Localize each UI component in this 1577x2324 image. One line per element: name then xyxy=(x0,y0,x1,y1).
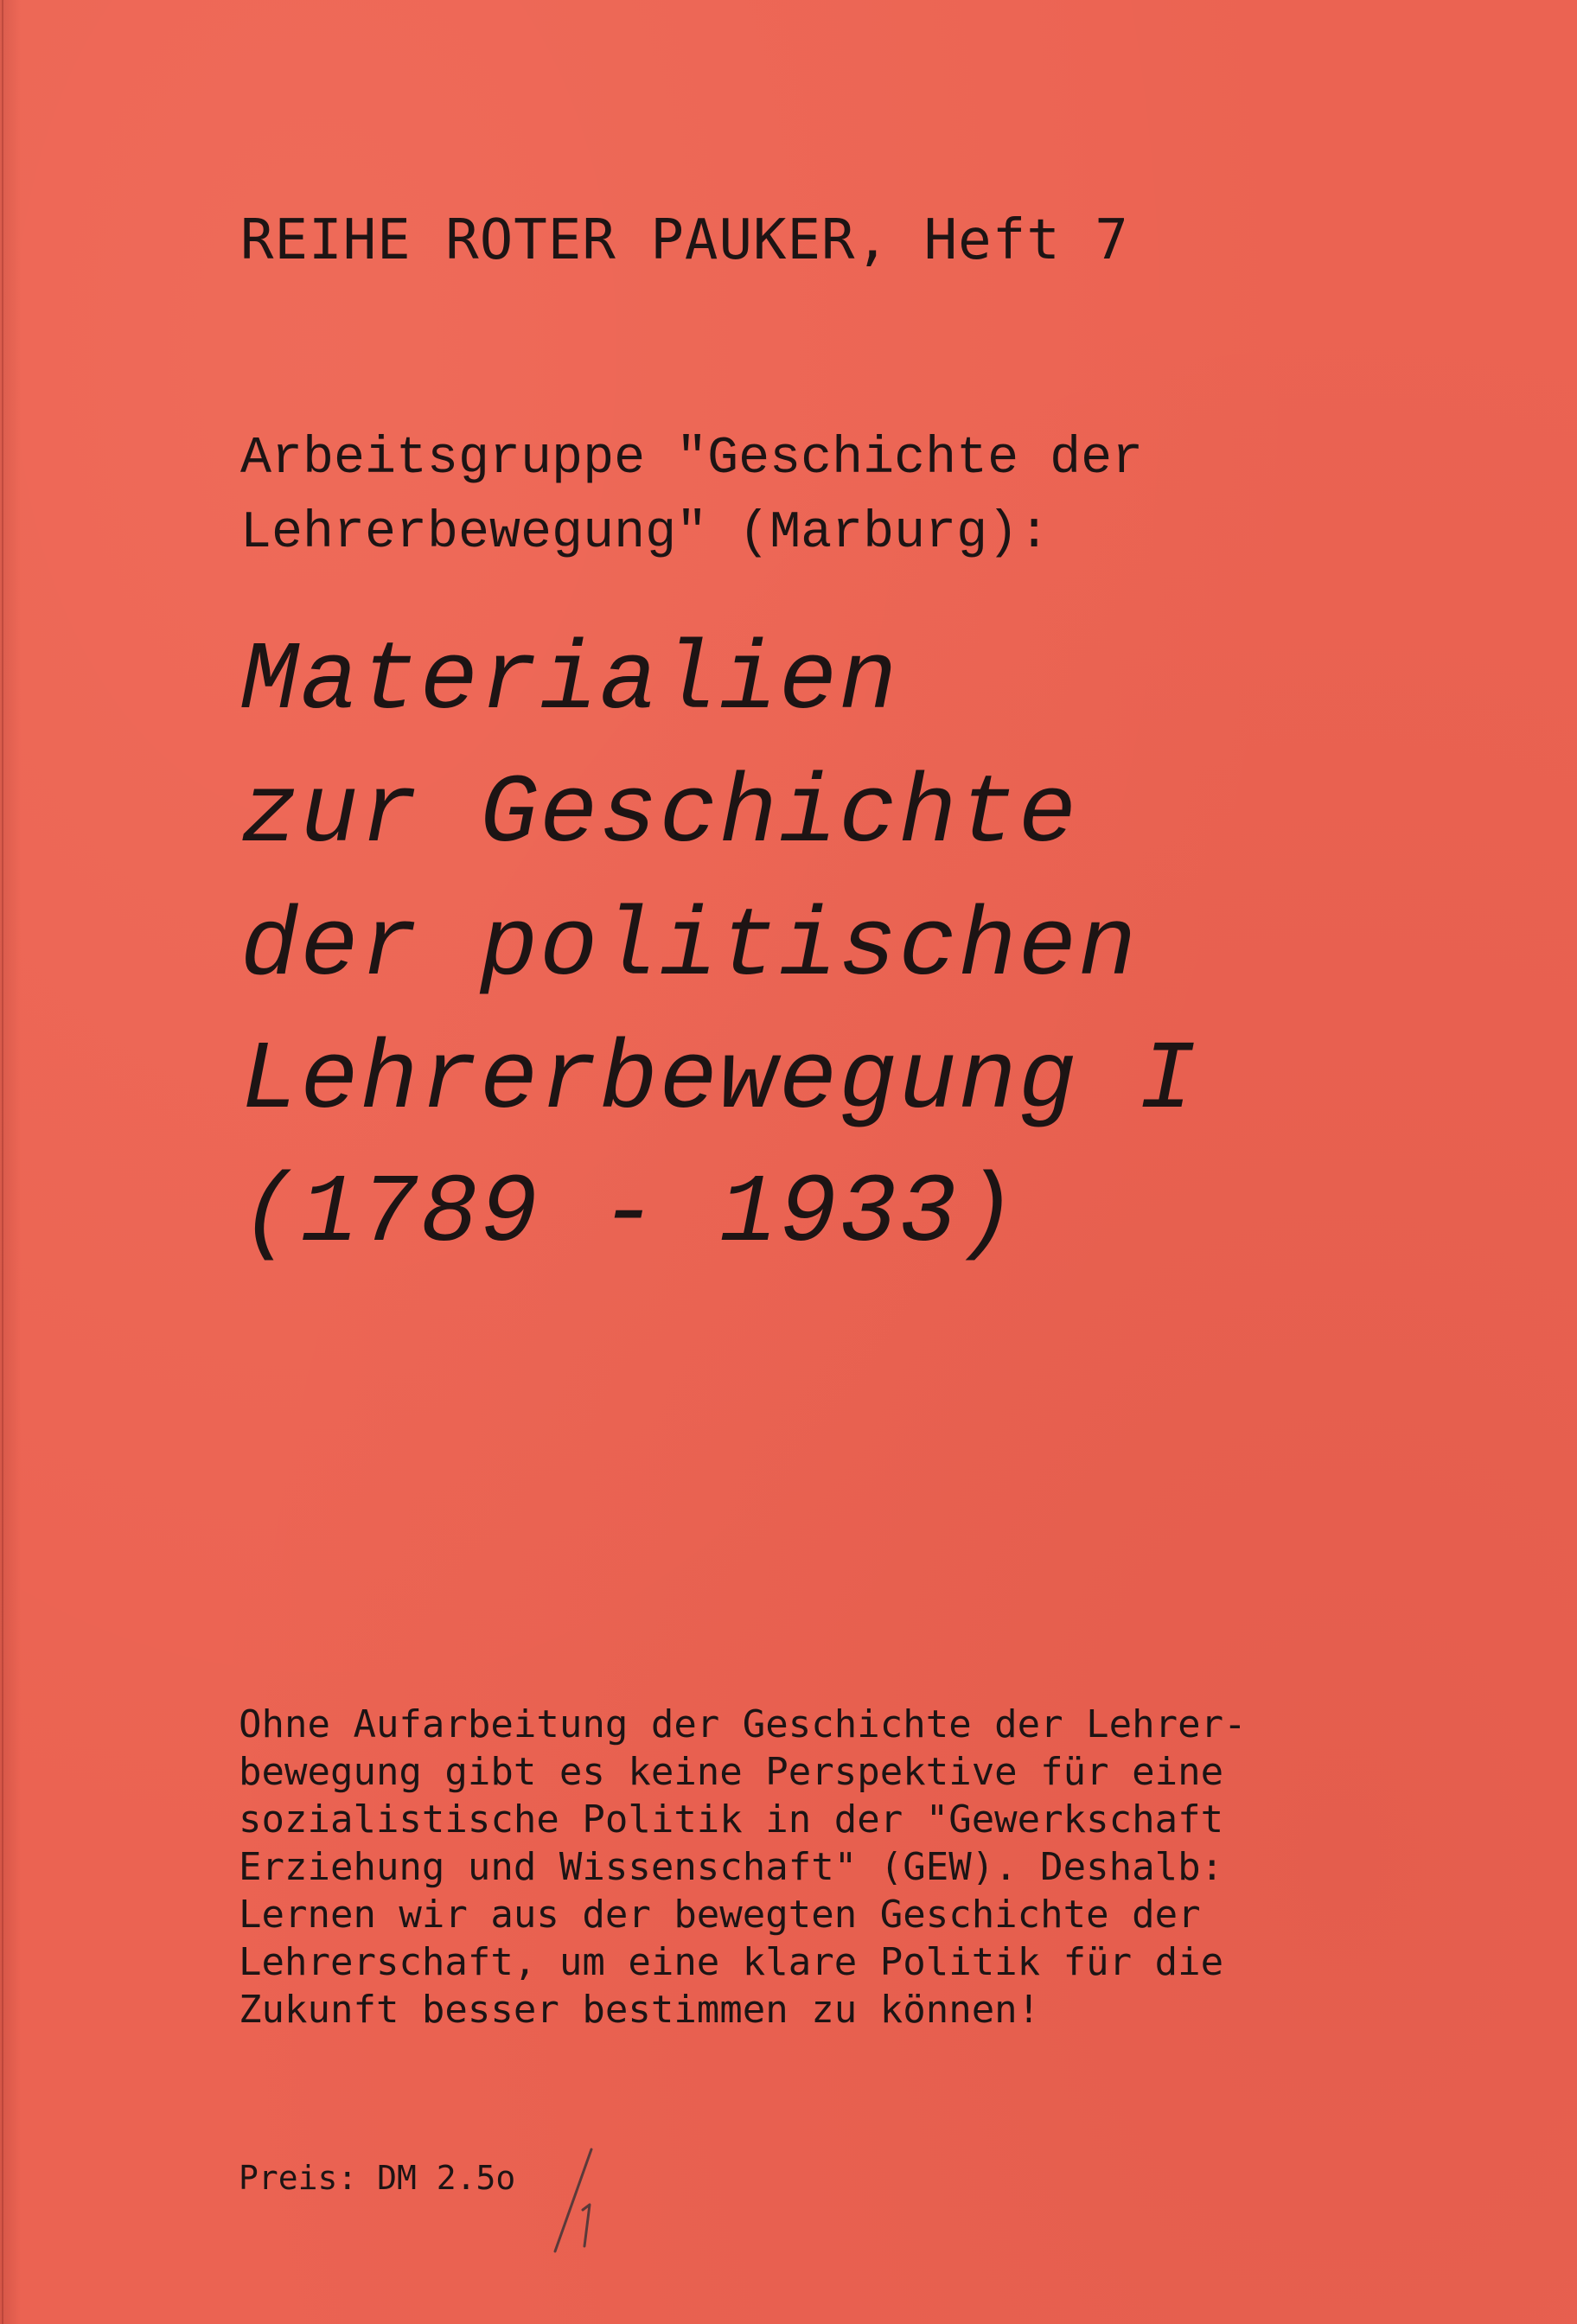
blurb-line: Lehrerschaft, um eine klare Politik für die xyxy=(239,1940,1224,1984)
blurb-line: Ohne Aufarbeitung der Geschichte der Lehrer- xyxy=(239,1702,1247,1746)
title-line: Materialien xyxy=(240,627,899,737)
blurb-line: Erziehung und Wissenschaft" (GEW). Deshalb: xyxy=(239,1845,1224,1889)
series-heading: REIHE ROTER PAUKER, Heft 7 xyxy=(240,208,1129,272)
title-line: zur Geschichte xyxy=(240,760,1078,870)
title-line: Lehrerbewegung I xyxy=(240,1026,1198,1136)
cover-blurb xyxy=(239,1701,1363,2034)
title-line: der politischen xyxy=(240,893,1139,1003)
title-line: (1789 - 1933) xyxy=(240,1159,1018,1269)
book-title xyxy=(240,616,1537,1281)
blurb-line: Lernen wir aus der bewegten Geschichte der xyxy=(239,1893,1201,1937)
price-label: Preis: DM 2.5o xyxy=(239,2159,516,2197)
author-group xyxy=(240,422,1451,571)
author-line: Arbeitsgruppe "Geschichte der xyxy=(240,430,1144,488)
author-line: Lehrerbewegung" (Marburg): xyxy=(240,504,1050,563)
blurb-line: bewegung gibt es keine Perspektive für eine xyxy=(239,1750,1224,1794)
spine-edge xyxy=(2,0,3,2324)
pencil-mark-icon xyxy=(538,2144,616,2257)
blurb-line: sozialistische Politik in der "Gewerkschaft xyxy=(239,1797,1224,1842)
blurb-line: Zukunft besser bestimmen zu können! xyxy=(239,1988,1041,2032)
